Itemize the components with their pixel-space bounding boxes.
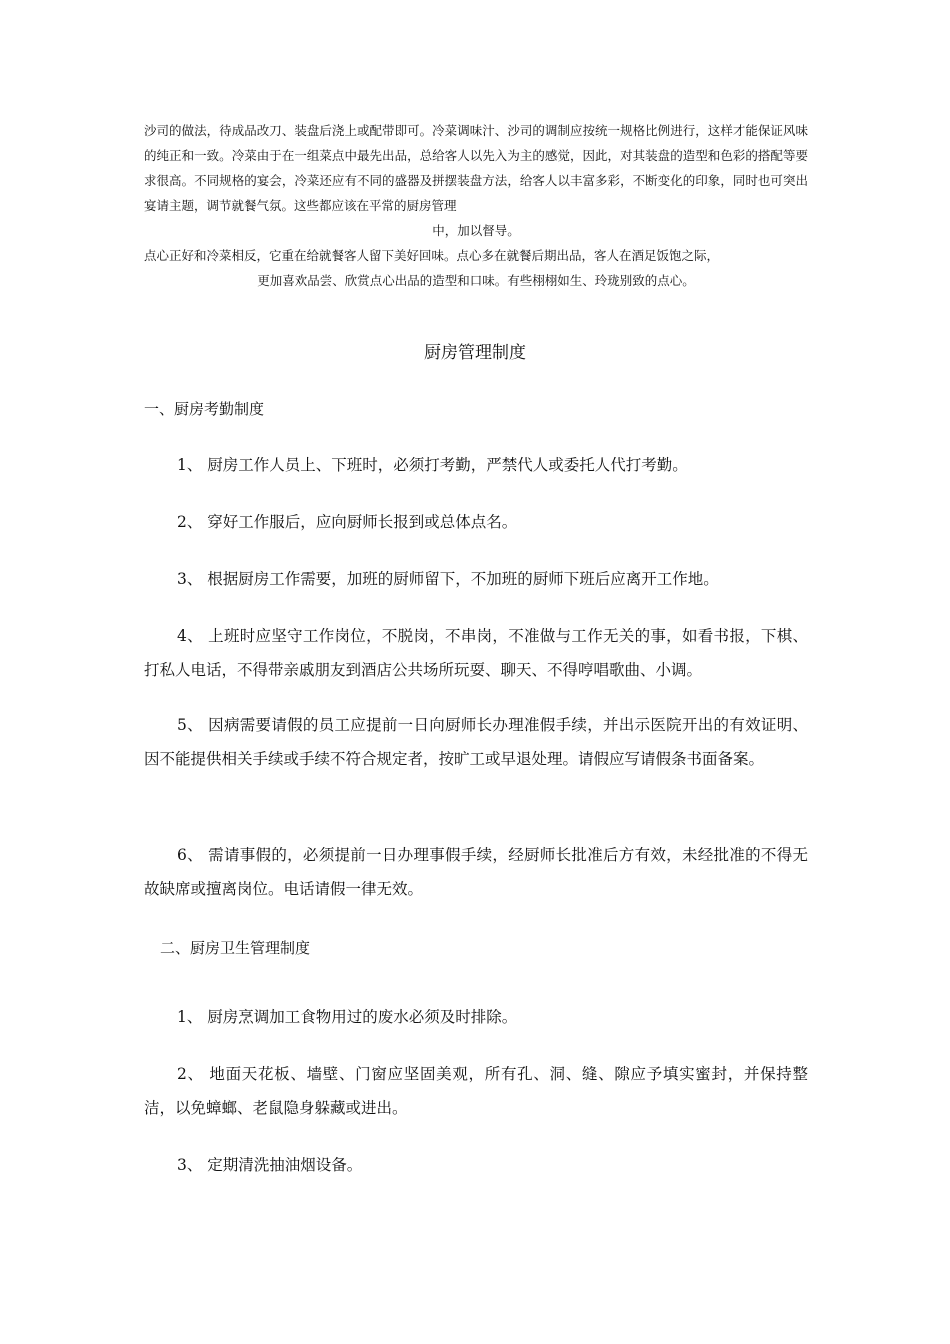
- attendance-item-4: 4、 上班时应坚守工作岗位，不脱岗，不串岗，不准做与工作无关的事，如看书报，下棋、打私人电话，不得带亲戚朋友到酒店公共场所玩耍、聊天、不得哼唱歌曲、小调。: [144, 627, 808, 679]
- attendance-item-6: 6、 需请事假的，必须提前一日办理事假手续，经厨师长批准后方有效，未经批准的不得无故缺席或擅离岗位。电话请假一律无效。: [144, 846, 808, 898]
- hygiene-item-1: 1、 厨房烹调加工食物用过的废水必须及时排除。: [177, 1008, 518, 1026]
- section-heading-attendance: 一、厨房考勤制度: [144, 400, 265, 418]
- attendance-item-3: 3、 根据厨房工作需要，加班的厨师留下，不加班的厨师下班后应离开工作地。: [177, 570, 719, 588]
- hygiene-item-3: 3、 定期清洗抽油烟设备。: [177, 1156, 363, 1174]
- section-heading-hygiene: 二、厨房卫生管理制度: [160, 939, 311, 957]
- intro-paragraph-2-end: 更加喜欢品尝、欣赏点心出品的造型和口味。有些栩栩如生、玲珑别致的点心。: [257, 273, 695, 288]
- intro-paragraph-2: 点心正好和冷菜相反，它重在给就餐客人留下美好回味。点心多在就餐后期出品，客人在酒足饭饱之际，: [144, 248, 720, 263]
- intro-text: [144, 118, 808, 293]
- intro-paragraph-1-end: 中，加以督导。: [432, 223, 520, 238]
- hygiene-item-2: 2、 地面天花板、墙壁、门窗应坚固美观，所有孔、洞、缝、隙应予填实蜜封，并保持整洁，以免蟑螂、老鼠隐身躲藏或进出。: [144, 1065, 808, 1117]
- attendance-item-2: 2、 穿好工作服后，应向厨师长报到或总体点名。: [177, 513, 518, 531]
- document-title: 厨房管理制度: [424, 343, 526, 363]
- attendance-item-5: 5、 因病需要请假的员工应提前一日向厨师长办理准假手续，并出示医院开出的有效证明、因不能提供相关手续或手续不符合规定者，按旷工或早退处理。请假应写请假条书面备案。: [144, 716, 808, 768]
- attendance-item-1: 1、 厨房工作人员上、下班时，必须打考勤，严禁代人或委托人代打考勤。: [177, 456, 688, 474]
- intro-paragraph-1: 沙司的做法，待成品改刀、装盘后浇上或配带即可。冷菜调味汁、沙司的调制应按统一规格比例进行，这样才能保证风味的纯正和一致。冷菜由于在一组菜点中最先出品，总给客人以先入为主的感觉，因此，对其装盘的造型和色彩的搭配等要求很高。不同规格的宴会，冷菜还应有不同的盛器及拼摆装盘方法，给客人以丰富多彩，不断变化的印象，同时也可突出宴请主题，调节就餐气氛。这些都应该在平常的厨房管理: [144, 123, 808, 213]
